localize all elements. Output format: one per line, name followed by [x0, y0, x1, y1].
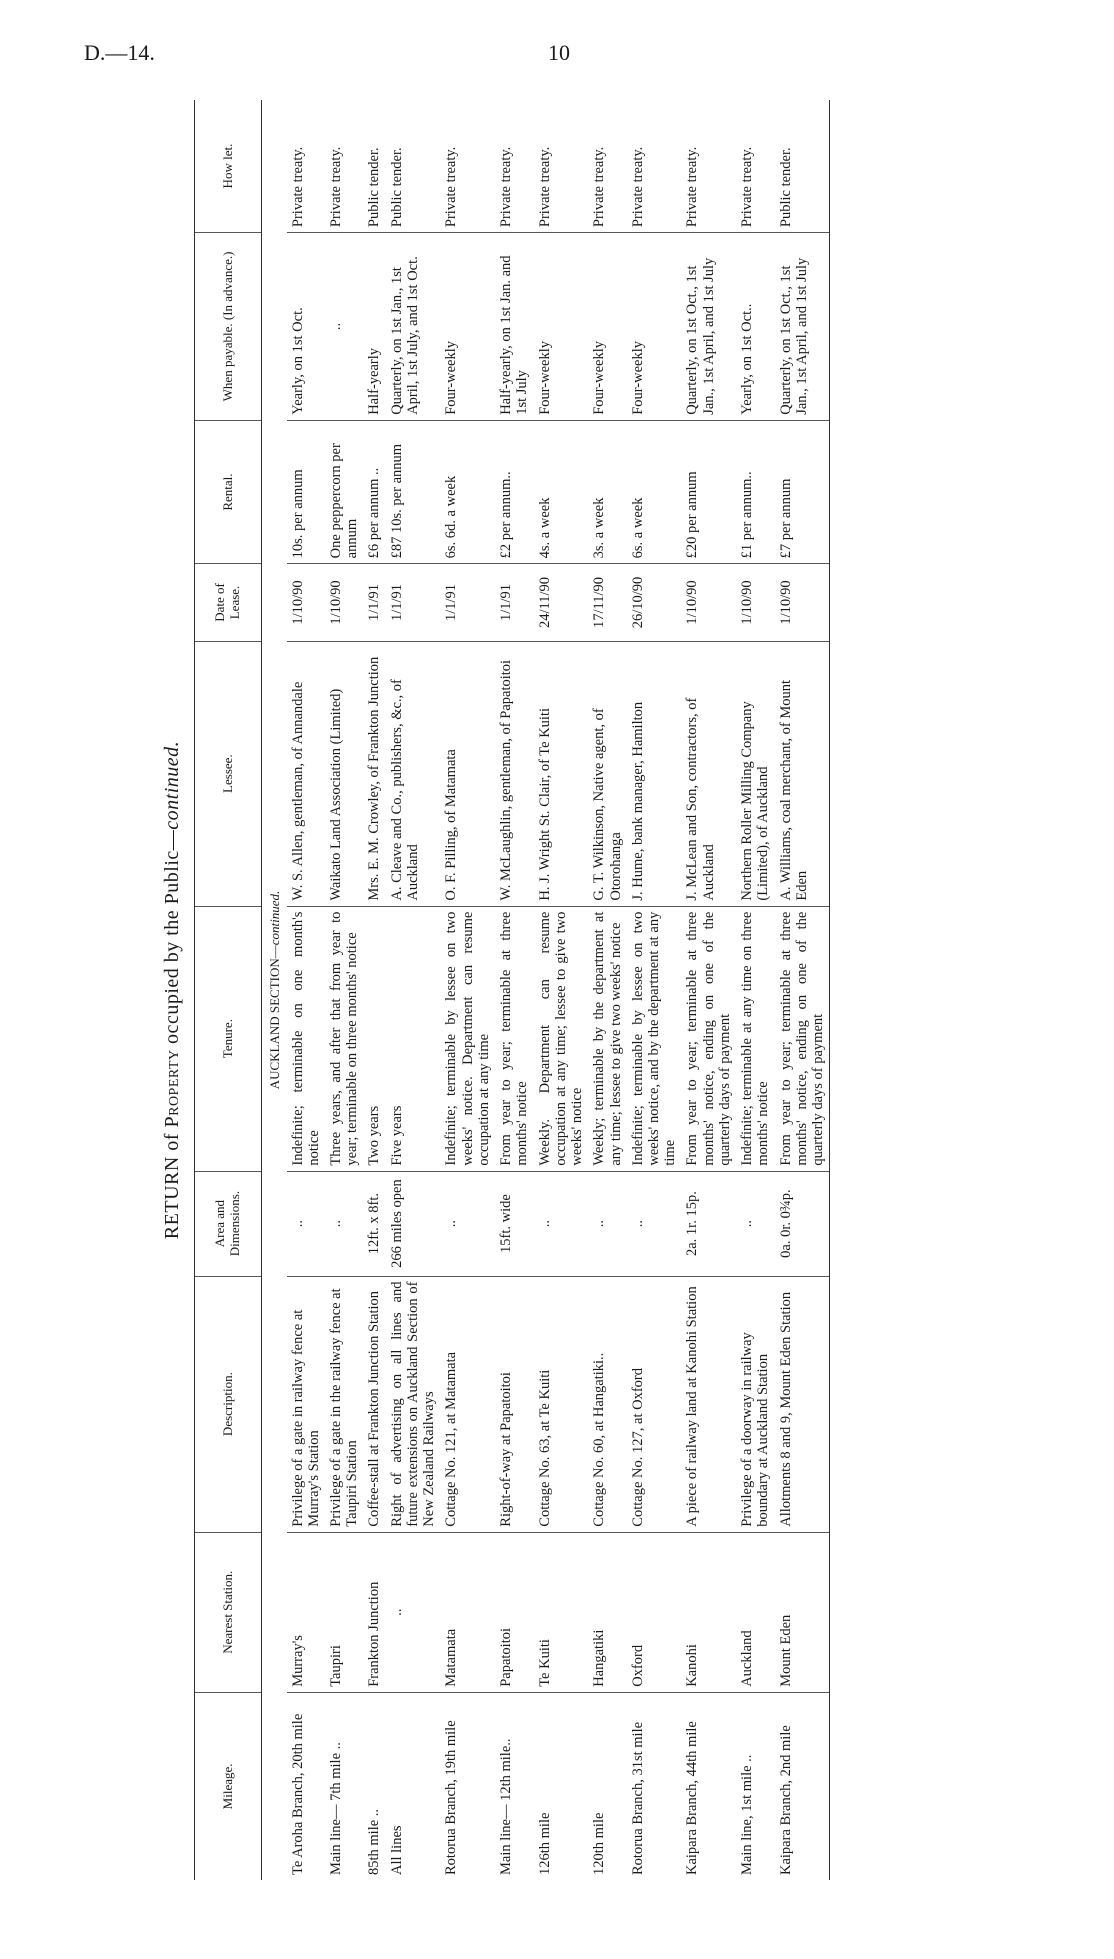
cell-area: 2a. 1r. 15p. — [681, 1171, 736, 1276]
cell-station: Matamata — [440, 1532, 495, 1692]
cell-mileage: 85th mile .. — [366, 1808, 383, 1875]
cell-date: 26/10/90 — [627, 564, 682, 641]
cell-description: Allotments 8 and 9, Mount Eden Station — [775, 1276, 830, 1532]
cell-area: 12ft. x 8ft. — [363, 1171, 385, 1276]
cell-lessee: Waikato Land Association (Limited) — [325, 641, 363, 906]
cell-rental: £7 per annum — [775, 420, 830, 564]
table-row — [736, 100, 774, 1880]
cell-date: 1/1/91 — [495, 564, 533, 641]
cell-rental: £6 per annum .. — [363, 420, 385, 564]
cell-description: A piece of railway land at Kanohi Station — [681, 1276, 736, 1532]
cell-lessee: A. Williams, coal merchant, of Mount Eden — [775, 641, 830, 906]
cell-rental: £2 per annum.. — [495, 420, 533, 564]
cell-mileage: 120th mile — [591, 1812, 608, 1875]
table-row — [363, 100, 385, 1880]
cell-lessee: J. McLean and Son, contractors, of Auckland — [681, 641, 736, 906]
table-row — [681, 100, 736, 1880]
cell-payable: .. — [325, 233, 363, 421]
col-date: Date of Lease. — [195, 564, 262, 641]
col-how-let: How let. — [195, 100, 262, 233]
cell-tenure: From year to year; terminable at three months' notice, ending on one of the quarterly days of payment — [775, 906, 830, 1171]
cell-area: .. — [588, 1171, 626, 1276]
cell-how-let: Private treaty. — [440, 100, 495, 233]
section-name: AUCKLAND SECTION— — [267, 945, 282, 1090]
cell-description: Cottage No. 121, at Matamata — [440, 1276, 495, 1532]
cell-area: .. — [736, 1171, 774, 1276]
title-prefix: RETURN of — [161, 1127, 183, 1240]
cell-rental: 6s. 6d. a week — [440, 420, 495, 564]
cell-description: Privilege of a gate in railway fence at Murray's Station — [287, 1276, 325, 1532]
cell-station: Taupiri — [325, 1532, 363, 1692]
cell-description: Privilege of a gate in the railway fence at Taupiri Station — [325, 1276, 363, 1532]
cell-rental: £87 10s. per annum — [386, 420, 441, 564]
cell-mileage: Main line, 1st mile .. — [739, 1754, 756, 1875]
title-continued: continued. — [161, 740, 183, 830]
cell-rental: £20 per annum — [681, 420, 736, 564]
cell-tenure: Weekly; terminable by the department at any time; lessee to give two weeks' notice — [588, 906, 626, 1171]
table-title — [150, 100, 194, 1880]
table-row — [495, 100, 533, 1880]
header-row — [195, 100, 262, 1880]
section-continued: continued. — [267, 890, 282, 946]
cell-date: 1/10/90 — [736, 564, 774, 641]
page-number: 10 — [548, 40, 570, 65]
col-mileage: Mileage. — [195, 1692, 262, 1880]
cell-area: .. — [287, 1171, 325, 1276]
cell-how-let: Private treaty. — [736, 100, 774, 233]
cell-rental: 4s. a week — [534, 420, 589, 564]
document-code: D.—14. — [84, 40, 155, 65]
cell-mileage: Rotorua Branch, 19th mile — [443, 1720, 460, 1875]
cell-tenure: From year to year; terminable at three months' notice, ending on one of the quarterly days of payment — [681, 906, 736, 1171]
cell-payable: Quarterly, on 1st Oct., 1st Jan., 1st April, and 1st July — [681, 233, 736, 421]
property-table — [194, 100, 830, 1880]
cell-lessee: Mrs. E. M. Crowley, of Frankton Junction — [363, 641, 385, 906]
cell-area: .. — [325, 1171, 363, 1276]
cell-station: Kanohi — [681, 1532, 736, 1692]
title-property: Property — [161, 1049, 183, 1128]
cell-station: Auckland — [736, 1532, 774, 1692]
cell-mileage: 126th mile — [536, 1812, 553, 1875]
table-row — [440, 100, 495, 1880]
cell-description: Cottage No. 127, at Oxford — [627, 1276, 682, 1532]
cell-date: 1/10/90 — [775, 564, 830, 641]
cell-tenure: Indefinite; terminable by lessee on two weeks' notice, and by the department at any time — [627, 906, 682, 1171]
col-tenure: Tenure. — [195, 906, 262, 1171]
cell-payable: Four-weekly — [440, 233, 495, 421]
cell-area: .. — [627, 1171, 682, 1276]
col-lessee: Lessee. — [195, 641, 262, 906]
table-row — [627, 100, 682, 1880]
cell-lessee: G. T. Wilkinson, Native agent, of Otorohanga — [588, 641, 626, 906]
cell-tenure: Indefinite; terminable by lessee on two weeks' notice. Department can resume occupation at any time — [440, 906, 495, 1171]
cell-payable: Quarterly, on 1st Jan., 1st April, 1st July, and 1st Oct. — [386, 233, 441, 421]
cell-tenure: Two years — [363, 906, 385, 1171]
cell-how-let: Private treaty. — [495, 100, 533, 233]
cell-mileage: Main line— 7th mile .. — [328, 1742, 345, 1875]
table-row — [325, 100, 363, 1880]
cell-how-let: Public tender. — [386, 100, 441, 233]
cell-station: Papatoitoi — [495, 1532, 533, 1692]
title-mid: occupied by the Public— — [161, 829, 183, 1050]
cell-lessee: Northern Roller Milling Company (Limited), of Auckland — [736, 641, 774, 906]
cell-tenure: From year to year; terminable at three months' notice — [495, 906, 533, 1171]
cell-station: .. — [386, 1532, 441, 1692]
cell-lessee: W. S. Allen, gentleman, of Annandale — [287, 641, 325, 906]
rotated-table-page — [150, 100, 1050, 1880]
table-row — [534, 100, 589, 1880]
cell-lessee: H. J. Wright St. Clair, of Te Kuiti — [534, 641, 589, 906]
cell-mileage: Kaipara Branch, 2nd mile — [775, 1692, 830, 1880]
col-station: Nearest Station. — [195, 1532, 262, 1692]
cell-description: Coffee-stall at Frankton Junction Station — [363, 1276, 385, 1532]
cell-how-let: Private treaty. — [325, 100, 363, 233]
cell-date: 1/1/91 — [363, 564, 385, 641]
table-row — [588, 100, 626, 1880]
cell-mileage: All lines — [388, 1825, 405, 1875]
cell-area: 266 miles open — [386, 1171, 441, 1276]
cell-payable: Four-weekly — [534, 233, 589, 421]
cell-date: 1/10/90 — [287, 564, 325, 641]
cell-station: Te Kuiti — [534, 1532, 589, 1692]
cell-payable: Half-yearly — [363, 233, 385, 421]
table-row — [287, 100, 325, 1880]
table-row — [386, 100, 441, 1880]
cell-description: Privilege of a doorway in railway boundary at Auckland Station — [736, 1276, 774, 1532]
cell-payable: Four-weekly — [627, 233, 682, 421]
cell-station: Oxford — [627, 1532, 682, 1692]
cell-description: Right of advertising on all lines and future extensions on Auckland Section of New Zealand Railways — [386, 1276, 441, 1532]
cell-how-let: Private treaty. — [287, 100, 325, 233]
cell-rental: 3s. a week — [588, 420, 626, 564]
cell-tenure: Three years, and after that from year to year; terminable on three months' notice — [325, 906, 363, 1171]
col-area: Area and Dimensions. — [195, 1171, 262, 1276]
cell-date: 1/10/90 — [681, 564, 736, 641]
cell-payable: Half-yearly, on 1st Jan. and 1st July — [495, 233, 533, 421]
cell-description: Cottage No. 60, at Hangatiki.. — [588, 1276, 626, 1532]
cell-date: 1/1/91 — [440, 564, 495, 641]
cell-mileage: Main line— 12th mile.. — [498, 1738, 515, 1875]
cell-date: 17/11/90 — [588, 564, 626, 641]
cell-lessee: O. F. Pilling, of Matamata — [440, 641, 495, 906]
cell-tenure: Indefinite; terminable on one month's notice — [287, 906, 325, 1171]
cell-how-let: Private treaty. — [534, 100, 589, 233]
cell-station: Mount Eden — [775, 1532, 830, 1692]
cell-payable: Yearly, on 1st Oct. — [287, 233, 325, 421]
cell-rental: £1 per annum.. — [736, 420, 774, 564]
cell-tenure: Weekly. Department can resume occupation at any time; lessee to give two weeks' notice — [534, 906, 589, 1171]
cell-description: Cottage No. 63, at Te Kuiti — [534, 1276, 589, 1532]
cell-station: Frankton Junction — [363, 1532, 385, 1692]
cell-tenure: Indefinite; terminable at any time on three months' notice — [736, 906, 774, 1171]
cell-station: Murray's — [287, 1532, 325, 1692]
cell-mileage: Rotorua Branch, 31st mile — [629, 1721, 646, 1875]
cell-area: .. — [534, 1171, 589, 1276]
cell-lessee: W. McLaughlin, gentleman, of Papatoitoi — [495, 641, 533, 906]
section-row — [262, 100, 287, 1880]
cell-area: 15ft. wide — [495, 1171, 533, 1276]
cell-date: 1/10/90 — [325, 564, 363, 641]
cell-how-let: Private treaty. — [588, 100, 626, 233]
cell-tenure: Five years — [386, 906, 441, 1171]
cell-area: 0a. 0r. 0¾p. — [775, 1171, 830, 1276]
cell-payable: Quarterly, on 1st Oct., 1st Jan., 1st April, and 1st July — [775, 233, 830, 421]
cell-station: Hangatiki — [588, 1532, 626, 1692]
col-rental: Rental. — [195, 420, 262, 564]
cell-how-let: Private treaty. — [681, 100, 736, 233]
cell-rental: 10s. per annum — [287, 420, 325, 564]
cell-payable: Four-weekly — [588, 233, 626, 421]
cell-mileage: Te Aroha Branch, 20th mile — [289, 1713, 306, 1875]
section-heading — [262, 100, 287, 1880]
cell-payable: Yearly, on 1st Oct.. — [736, 233, 774, 421]
cell-date: 24/11/90 — [534, 564, 589, 641]
col-description: Description. — [195, 1276, 262, 1532]
cell-lessee: J. Hume, bank manager, Hamilton — [627, 641, 682, 906]
cell-how-let: Public tender. — [775, 100, 830, 233]
cell-mileage: Kaipara Branch, 44th mile — [684, 1721, 701, 1875]
cell-rental: 6s. a week — [627, 420, 682, 564]
cell-how-let: Private treaty. — [627, 100, 682, 233]
table-row — [775, 100, 830, 1880]
cell-how-let: Public tender. — [363, 100, 385, 233]
cell-lessee: A. Cleave and Co., publishers, &c., of Auckland — [386, 641, 441, 906]
cell-area: .. — [440, 1171, 495, 1276]
cell-description: Right-of-way at Papatoitoi — [495, 1276, 533, 1532]
cell-date: 1/1/91 — [386, 564, 441, 641]
col-payable: When payable. (In advance.) — [195, 233, 262, 421]
cell-rental: One peppercorn per annum — [325, 420, 363, 564]
